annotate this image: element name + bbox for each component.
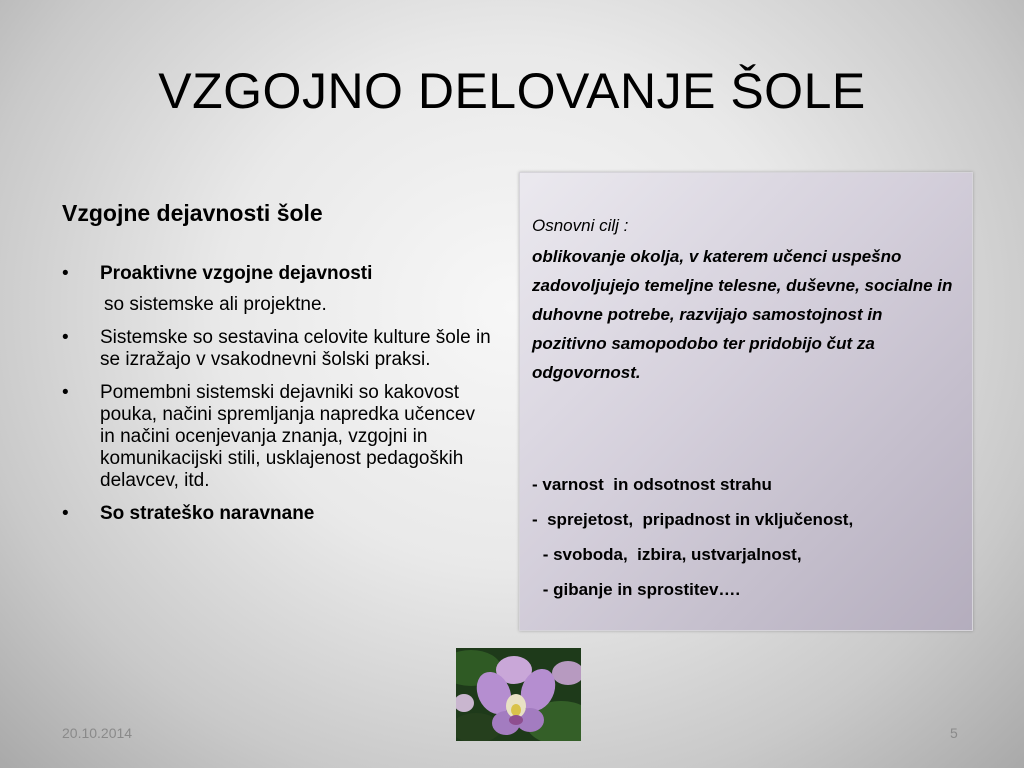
bullet-icon: • xyxy=(62,503,69,524)
bullet-icon: • xyxy=(62,327,69,348)
needs-list xyxy=(532,467,960,607)
list-item: - svoboda, izbira, ustvarjalnost, xyxy=(538,545,802,564)
bullet-text: So strateško naravnane xyxy=(100,503,315,524)
slide-title: VZGOJNO DELOVANJE ŠOLE xyxy=(158,63,866,119)
list-item: - sprejetost, pripadnost in vključenost, xyxy=(532,510,854,529)
orchid-image xyxy=(456,648,581,741)
bullet-icon: • xyxy=(62,382,69,403)
bullet-text: Proaktivne vzgojne dejavnosti xyxy=(100,263,373,284)
bullet-item xyxy=(62,327,492,371)
page-number: 5 xyxy=(950,725,958,741)
bullet-item xyxy=(62,263,492,285)
bullet-icon: • xyxy=(62,263,69,284)
left-content xyxy=(62,200,492,536)
list-item: - varnost in odsotnost strahu xyxy=(532,475,772,494)
goal-panel xyxy=(519,172,973,631)
bullet-text: Sistemske so sestavina celovite kulture šole in se izražajo v vsakodnevni šolski praksi. xyxy=(100,327,491,370)
goal-text: oblikovanje okolja, v katerem učenci uspešno zadovoljujejo temeljne telesne, duševne, socialne in duhovne potrebe, razvijajo samostojnost in pozitivno samopodobo ter pridobijo čut za odgovornost. xyxy=(532,247,953,382)
bullet-item xyxy=(62,382,492,492)
bullet-item xyxy=(62,503,492,525)
bullet-text: Pomembni sistemski dejavniki so kakovost pouka, načini spremljanja napredka učencev in načini ocenjevanja znanja, vzgojni in komunikacijski stili, usklajenost pedagoških delavcev, itd. xyxy=(100,382,475,491)
subheading: Vzgojne dejavnosti šole xyxy=(62,200,323,226)
list-item: - gibanje in sprostitev…. xyxy=(538,580,741,599)
bullet-subtext: so sistemske ali projektne. xyxy=(104,294,327,315)
footer-date: 20.10.2014 xyxy=(62,725,133,741)
goal-label: Osnovni cilj : xyxy=(532,216,629,235)
